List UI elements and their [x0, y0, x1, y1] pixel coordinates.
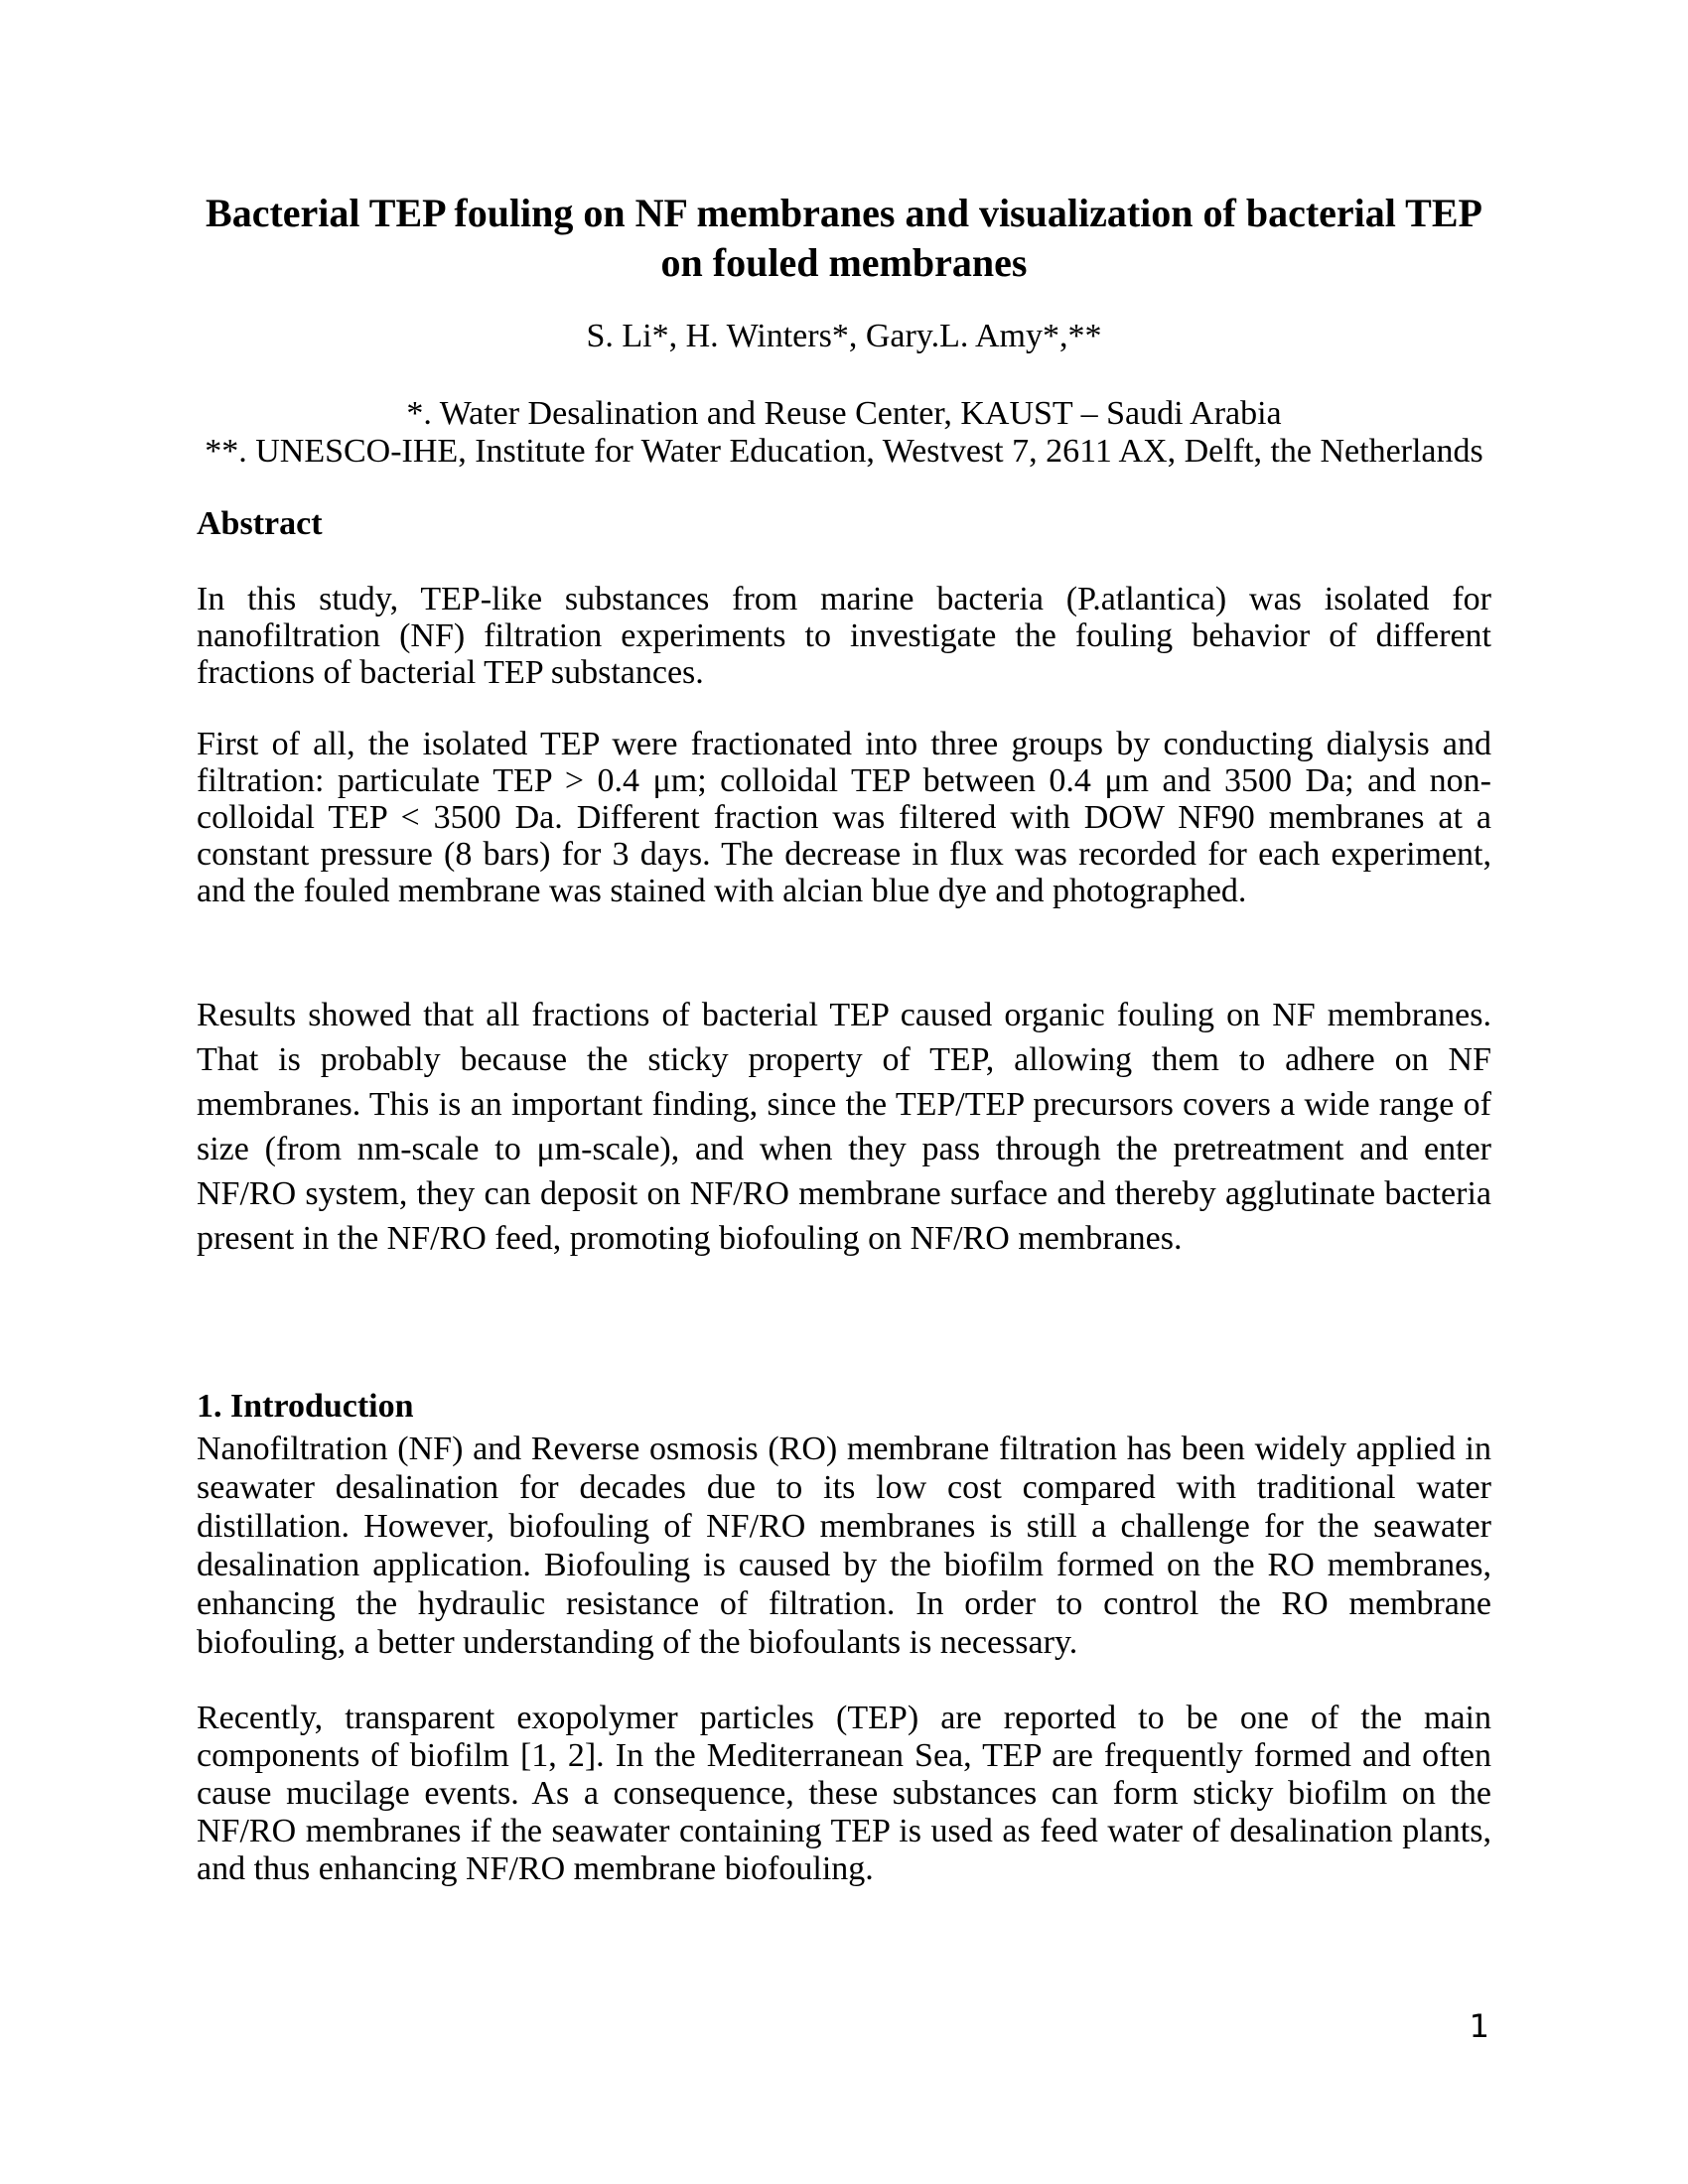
- authors-line: S. Li*, H. Winters*, Gary.L. Amy*,**: [586, 318, 1102, 354]
- abstract-paragraph-1: In this study, TEP-like substances from marine bacteria (P.atlantica) was isolated for nanofiltration (NF) filtration experiments to investigate the fouling behavior of different fractions of bacterial TEP substances.: [197, 581, 1491, 691]
- introduction-paragraph-1: Nanofiltration (NF) and Reverse osmosis (RO) membrane filtration has been widely applied in seawater desalination for decades due to its low cost compared with traditional water distillation. However, biofouling of NF/RO membranes is still a challenge for the seawater desalination application. Biofouling is caused by the biofilm formed on the RO membranes, enhancing the hydraulic resistance of filtration. In order to control the RO membrane biofouling, a better understanding of the biofoulants is necessary.: [197, 1431, 1491, 1661]
- abstract-paragraph-2: First of all, the isolated TEP were fractionated into three groups by conducting dialysis and filtration: particulate TEP > 0.4 μm; colloidal TEP between 0.4 μm and 3500 Da; and non-colloidal TEP < 3500 Da. Different fraction was filtered with DOW NF90 membranes at a constant pressure (8 bars) for 3 days. The decrease in flux was recorded for each experiment, and the fouled membrane was stained with alcian blue dye and photographed.: [197, 726, 1491, 909]
- page-number: 1: [1469, 2007, 1489, 2045]
- paper-title: Bacterial TEP fouling on NF membranes and visualization of bacterial TEP on fouled membranes: [206, 191, 1482, 285]
- affiliation-line-1: *. Water Desalination and Reuse Center, KAUST – Saudi Arabia: [406, 395, 1282, 432]
- affiliation-line-2: **. UNESCO-IHE, Institute for Water Education, Westvest 7, 2611 AX, Delft, the Netherlands: [205, 433, 1483, 470]
- abstract-paragraph-3: Results showed that all fractions of bacterial TEP caused organic fouling on NF membranes. That is probably because the sticky property of TEP, allowing them to adhere on NF membranes. This is an important finding, since the TEP/TEP precursors covers a wide range of size (from nm-scale to μm-scale), and when they pass through the pretreatment and enter NF/RO system, they can deposit on NF/RO membrane surface and thereby agglutinate bacteria present in the NF/RO feed, promoting biofouling on NF/RO membranes.: [197, 997, 1491, 1257]
- abstract-heading: Abstract: [197, 505, 323, 542]
- introduction-paragraph-2: Recently, transparent exopolymer particles (TEP) are reported to be one of the main components of biofilm [1, 2]. In the Mediterranean Sea, TEP are frequently formed and often cause mucilage events. As a consequence, these substances can form sticky biofilm on the NF/RO membranes if the seawater containing TEP is used as feed water of desalination plants, and thus enhancing NF/RO membrane biofouling.: [197, 1700, 1491, 1887]
- introduction-heading: 1. Introduction: [197, 1388, 414, 1425]
- affiliations-block: [197, 395, 1491, 471]
